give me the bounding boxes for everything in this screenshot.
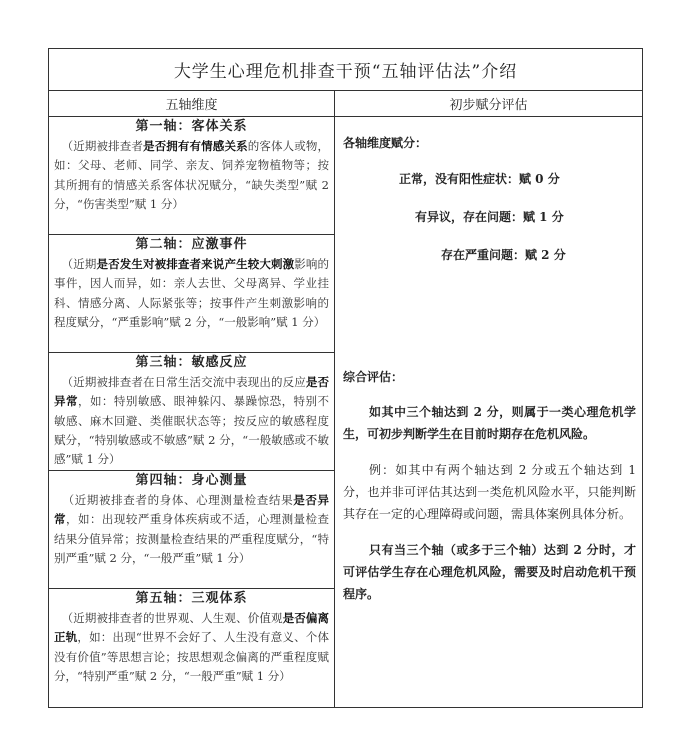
scoring-label: 各轴维度赋分： (343, 136, 428, 150)
axis-5-text-pre: （近期被排查者的世界观、人生观、价值观 (61, 611, 283, 625)
axis-4-text-pre: （近期被排查者的身体、心理测量检查结果 (62, 493, 294, 507)
axis-1-text-post: 的客体人或物，如：父母、老师、同学、亲友、饲养宠物植物等；按其所拥有的情感关系客体状况赋分，“缺失类型”赋 2 分，“伤害类型”赋 1 分） (54, 139, 330, 211)
axis-3-text-bold: 是否异常 (54, 375, 330, 409)
axis-4-text-post: ，如：出现较严重身体疾病或不适，心理测量检查结果分值异常；按测量检查结果的严重程度赋分，“特别严重”赋 2 分，“一般严重”赋 1 分） (54, 512, 330, 565)
axis-2-cell (49, 235, 335, 353)
axis-5-title: 第五轴：三观体系 (135, 591, 248, 606)
evaluation-table (48, 48, 643, 708)
axis-3-title: 第三轴：敏感反应 (135, 355, 248, 370)
summary-paragraph-3: 只有当三个轴（或多于三个轴）达到 2 分时，才可评估学生存在心理危机风险，需要及时启动危机干预程序。 (343, 543, 637, 601)
score-level-2: 存在严重问题：赋 2 分 (441, 248, 566, 262)
axis-3-description (54, 373, 329, 469)
header-initial-scoring: 初步赋分评估 (335, 91, 643, 117)
axis-1-cell (49, 117, 335, 235)
axis-4-text-bold: 是否异常 (54, 493, 330, 527)
axis-3-text-pre: （近期被排查者在日常生活交流中表现出的反应 (61, 375, 306, 389)
summary-paragraph-2: 例：如其中有两个轴达到 2 分或五个轴达到 1 分，也并非可评估其达到一类危机风险水平，只能判断其存在一定的心理障碍或问题，需具体案例具体分析。 (343, 463, 637, 521)
axis-5-cell (49, 589, 335, 708)
score-level-1: 有异议，存在问题：赋 1 分 (415, 210, 564, 224)
axis-1-text-pre: （近期被排查者 (61, 139, 144, 153)
axis-4-title: 第四轴：身心测量 (135, 473, 248, 488)
axis-4-description (54, 491, 329, 568)
axis-2-description (54, 255, 329, 332)
axis-2-text-bold: 是否发生对被排查者来说产生较大刺激 (96, 257, 295, 271)
axis-5-text-post: ，如：出现“世界不会好了、人生没有意义、个体没有价值”等思想言论；按思想观念偏离的严重程度赋分，“特别严重”赋 2 分，“一般严重”赋 1 分） (54, 630, 329, 683)
score-level-0: 正常，没有阳性症状：赋 0 分 (399, 172, 560, 186)
axis-1-title: 第一轴：客体关系 (135, 119, 248, 134)
axis-2-text-pre: （近期 (61, 257, 97, 271)
header-axis-dimension: 五轴维度 (49, 91, 335, 117)
axis-2-text-post: 影响的事件，因人而异，如：亲人去世、父母离异、学业挂科、情感分离、人际紧张等；按事件产生刺激影响的程度赋分，“严重影响”赋 2 分，“一般影响”赋 1 分） (54, 257, 330, 329)
axis-4-cell (49, 471, 335, 589)
axis-1-description (54, 137, 329, 214)
axis-5-text-bold: 是否偏离正轨 (54, 611, 330, 645)
axis-3-cell (49, 353, 335, 471)
axis-5-description (54, 609, 329, 686)
page-title: 大学生心理危机排查干预“五轴评估法”介绍 (49, 49, 643, 91)
axis-2-title: 第二轴：应激事件 (135, 237, 248, 252)
axis-3-text-post: ，如：特别敏感、眼神躲闪、暴躁惊恐，特别不敏感、麻木回避、类催眠状态等；按反应的敏感程度赋分，“特别敏感或不敏感”赋 2 分，“一般敏感或不敏感”赋 1 分） (54, 394, 330, 467)
scoring-cell (335, 117, 643, 708)
axis-1-text-bold: 是否拥有有情感关系 (143, 139, 248, 153)
summary-paragraph-1: 如其中三个轴达到 2 分，则属于一类心理危机学生，可初步判断学生在目前时期存在危机风险。 (343, 405, 637, 441)
summary-label: 综合评估： (343, 370, 404, 384)
